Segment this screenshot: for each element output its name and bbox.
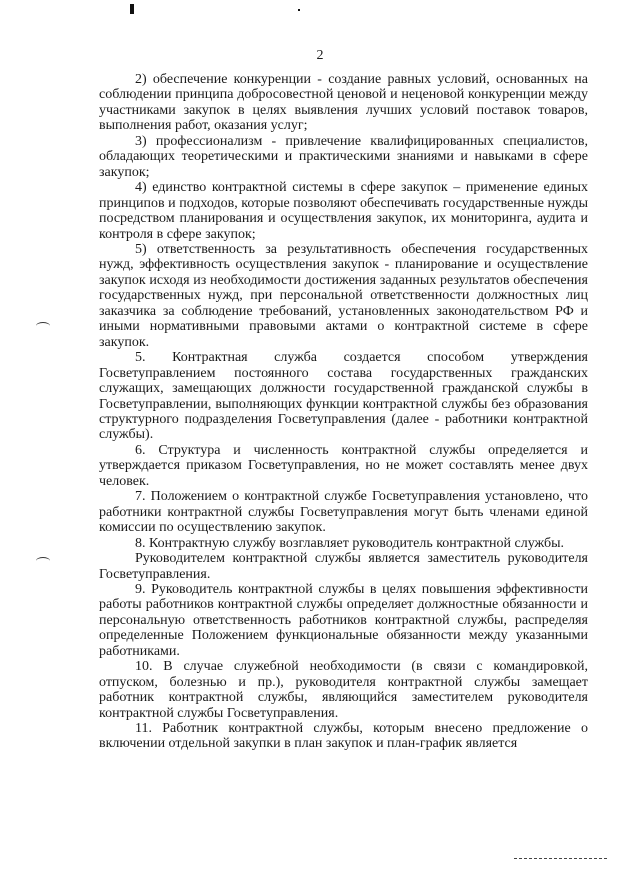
bottom-rule (514, 858, 607, 859)
paragraph: 3) профессионализм - привлечение квалифицированных специалистов, обладающих теоретическими и практическими знаниями и навыками в сфере закупок; (99, 133, 588, 180)
paragraph: 4) единство контрактной системы в сфере закупок – применение единых принципов и подходов, которые позволяют обеспечивать государственные нужды посредством планирования и осуществления закупок, их мониторинга, аудита и контроля в сфере закупок; (99, 180, 588, 242)
paragraph: 11. Работник контрактной службы, которым внесено предложение о включении отдельной закупки в план закупок и план-график является (99, 721, 588, 752)
paragraph: Руководителем контрактной службы является заместитель руководителя Госветуправления. (99, 551, 588, 582)
paragraph: 8. Контрактную службу возглавляет руководитель контрактной службы. (135, 535, 565, 551)
scan-fleck (130, 4, 134, 14)
paragraph: 7. Положением о контрактной службе Госветуправления установлено, что работники контрактной службы Госветуправления могут быть членами единой комиссии по осуществлению закупок. (99, 489, 588, 536)
scan-fleck (298, 9, 300, 11)
body-text (99, 72, 588, 752)
margin-mark (36, 557, 50, 565)
paragraph: 5. Контрактная служба создается способом утверждения Госветуправлением постоянного состава государственных гражданских служащих, замещающих должности государственной гражданской службы в Госветуправлении, выполняющих функции контрактной службы без образования структурного подразделения Госветуправления (далее - работники контрактной службы). (99, 350, 588, 443)
page-number: 2 (316, 48, 324, 63)
paragraph: 10. В случае служебной необходимости (в связи с командировкой, отпуском, болезнью и пр.), руководителя контрактной службы замещает работник контрактной службы, являющийся заместителем руководителя контрактной службы Госветуправления. (99, 659, 588, 721)
paragraph: 9. Руководитель контрактной службы в целях повышения эффективности работы работников контрактной службы определяет должностные обязанности и персональную ответственность работников контрактной службы, распределяя определенные Положением функциональные обязанности между указанными работниками. (99, 581, 588, 659)
margin-mark (36, 322, 50, 330)
paragraph: 6. Структура и численность контрактной службы определяется и утверждается приказом Госветуправления, но не может составлять менее двух человек. (99, 442, 588, 489)
paragraph: 5) ответственность за результативность обеспечения государственных нужд, эффективность осуществления закупок - планирование и осуществление закупок исходя из необходимости достижения заданных результатов обеспечения государственных нужд, при персональной ответственности должностных лиц заказчика за соблюдение требований, установленных законодательством РФ и иными нормативными правовыми актами о контрактной системе в сфере закупок. (99, 241, 588, 350)
paragraph: 2) обеспечение конкуренции - создание равных условий, основанных на соблюдении принципа добросовестной ценовой и неценовой конкуренции между участниками закупок в целях выявления лучших условий поставок товаров, выполнения работ, оказания услуг; (99, 72, 588, 134)
